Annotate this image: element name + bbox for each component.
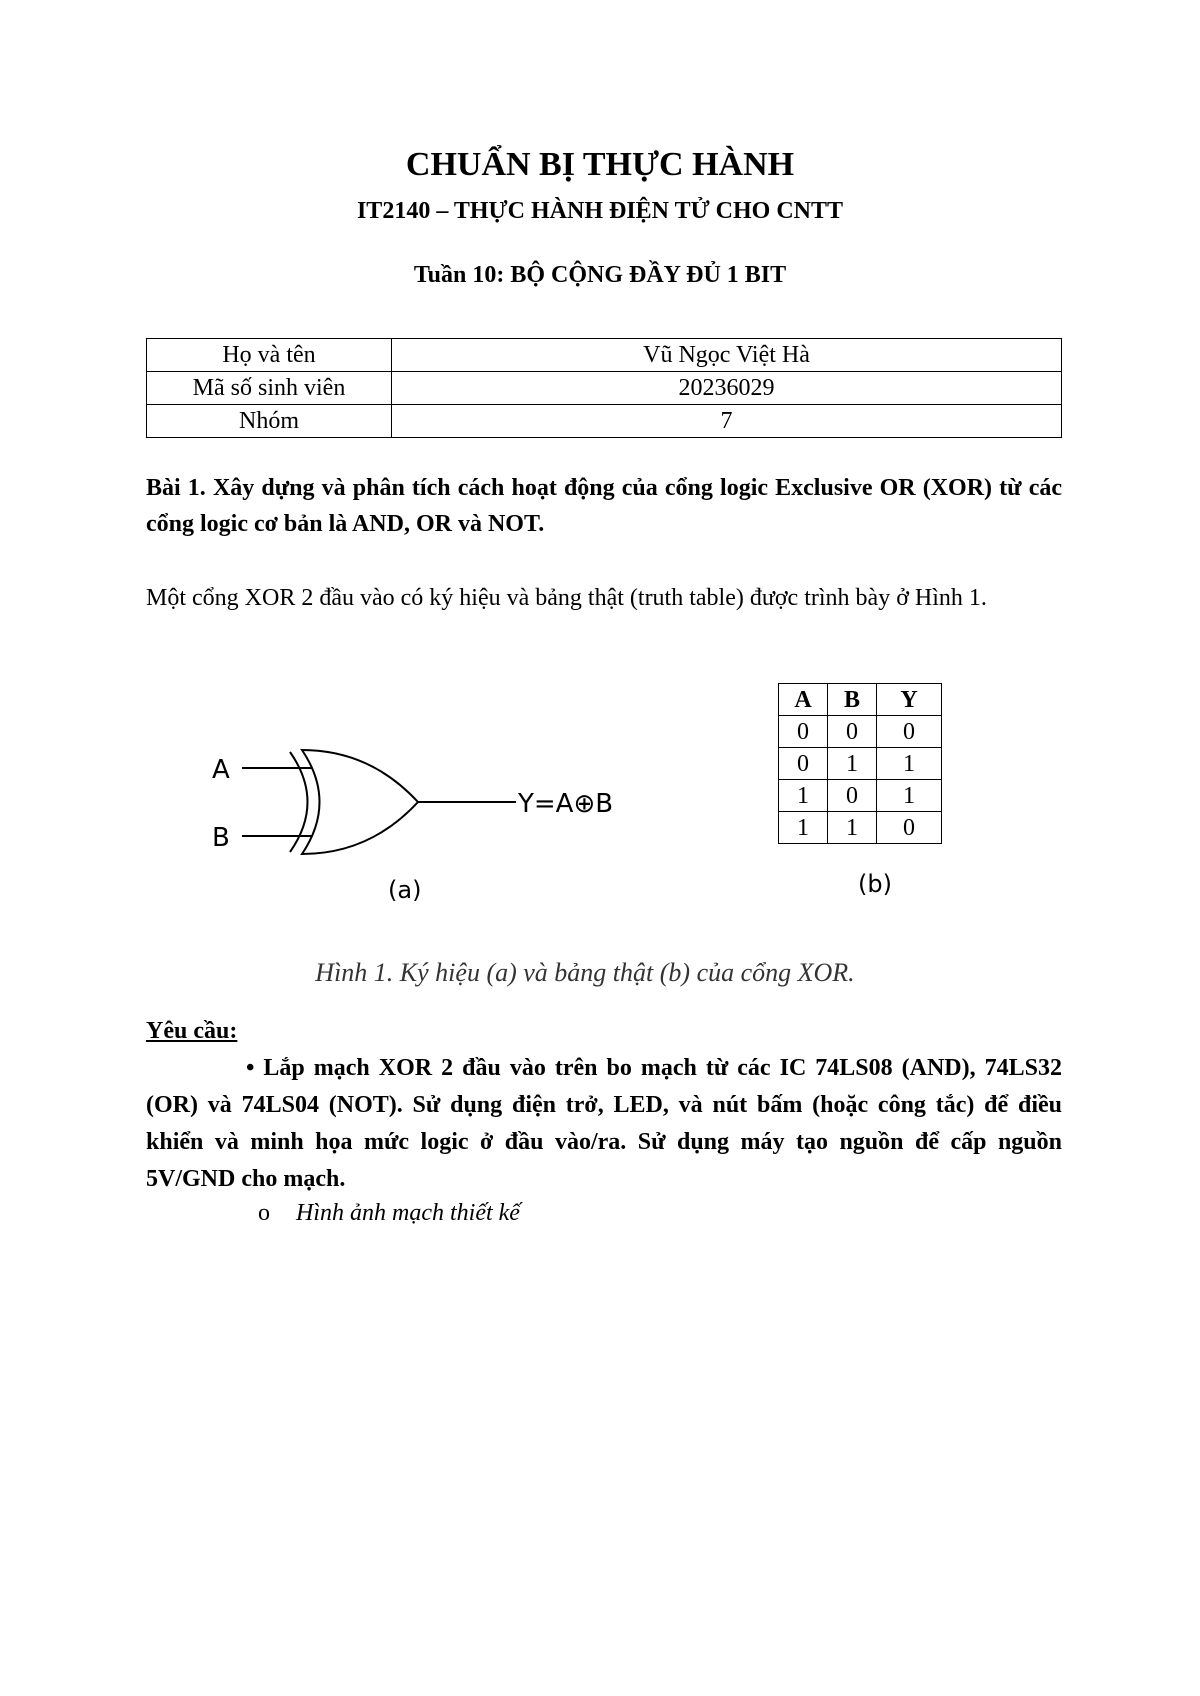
exercise-label: Bài 1. [146,475,206,501]
table-row [779,748,942,780]
or-gate-body [302,750,418,854]
table-row [779,716,942,748]
info-label: Nhóm [147,405,392,438]
info-value: 7 [392,405,1062,438]
cell: 1 [877,780,942,812]
output-label: Y=A⊕B [518,789,614,819]
cell: 1 [828,812,877,844]
xor-gate-symbol [190,668,690,918]
header-cell: A [779,684,828,716]
course-subtitle: IT2140 – THỰC HÀNH ĐIỆN TỬ CHO CNTT [356,198,844,224]
cell: 0 [779,748,828,780]
input-b-label: B [212,823,230,853]
info-value: Vũ Ngọc Việt Hà [392,339,1062,372]
cell: 0 [828,780,877,812]
requirement-bullet: • Lắp mạch XOR 2 đầu vào trên bo mạch từ các IC 74LS08 (AND), 74LS32 (OR) và 74LS04 (NOT). Sử dụng điện trở, LED, và nút bấm (hoặc công tắc) để điều khiển và minh họa mức logic ở đầu vào/ra. Sử dụng máy tạo nguồn để cấp nguồn 5V/GND cho mạch. [146,1055,1062,1192]
cell: 0 [877,812,942,844]
truth-table [778,683,942,844]
cell: 0 [828,716,877,748]
figure-label-a: (a) [388,876,422,904]
page-title: CHUẨN BỊ THỰC HÀNH [405,146,795,183]
student-info-table [146,338,1062,438]
truth-table-header [779,684,942,716]
cell: 1 [779,780,828,812]
table-row [779,812,942,844]
info-label: Họ và tên [147,339,392,372]
table-row [147,339,1062,372]
header-cell: B [828,684,877,716]
input-a-label: A [212,755,230,785]
sub-item [258,1200,520,1227]
info-label: Mã số sinh viên [147,372,392,405]
exercise-intro: Một cổng XOR 2 đầu vào có ký hiệu và bảng thật (truth table) được trình bày ở Hình 1. [146,585,987,611]
table-row [147,372,1062,405]
figure-caption: Hình 1. Ký hiệu (a) và bảng thật (b) của cổng XOR. [315,958,855,987]
cell: 1 [877,748,942,780]
figure-label-b: (b) [858,870,892,898]
week-heading: Tuần 10: BỘ CỘNG ĐẦY ĐỦ 1 BIT [413,262,787,288]
cell: 1 [779,812,828,844]
cell: 0 [779,716,828,748]
table-row [147,405,1062,438]
info-value: 20236029 [392,372,1062,405]
header-cell: Y [877,684,942,716]
cell: 0 [877,716,942,748]
exercise-statement [146,470,1062,542]
exercise-text: Xây dựng và phân tích cách hoạt động của cổng logic Exclusive OR (XOR) từ các cổng logic cơ bản là AND, OR và NOT. [146,475,1063,537]
sub-item-marker: o [258,1200,270,1226]
sub-item-text: Hình ảnh mạch thiết kế [296,1200,520,1226]
table-row [779,780,942,812]
requirements-heading: Yêu cầu: [146,1018,238,1044]
cell: 1 [828,748,877,780]
